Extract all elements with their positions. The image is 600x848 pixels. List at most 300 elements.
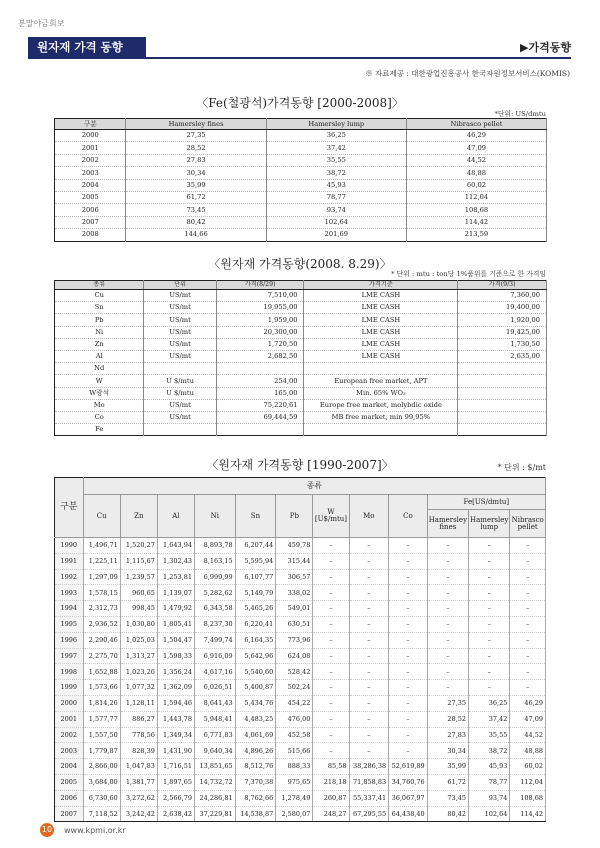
- table1-title: 〈Fe(철광석)가격동향 [2000-2008]〉: [196, 96, 404, 110]
- table-cell: –: [349, 695, 389, 711]
- table-cell: 13,851,65: [194, 759, 235, 775]
- table-cell: –: [389, 680, 428, 696]
- table-cell: 2,580,07: [276, 806, 313, 822]
- table-cell: –: [389, 648, 428, 664]
- table-cell: 1,225,11: [83, 553, 120, 569]
- table-cell: 201,69: [266, 229, 406, 241]
- table-cell: 102,64: [266, 216, 406, 228]
- table2-title: 〈원자재 가격동향(2008. 8.29)〉: [208, 257, 392, 271]
- table-cell: 4,617,16: [194, 664, 235, 680]
- table-cell: 1990: [55, 538, 84, 554]
- table-row: [55, 806, 546, 822]
- table-cell: 248,27: [313, 806, 349, 822]
- table-row: [55, 363, 547, 375]
- table-cell: –: [427, 664, 468, 680]
- table-cell: 2,635,00: [458, 350, 547, 362]
- table-cell: –: [313, 553, 349, 569]
- table-cell: 5,149,79: [235, 585, 276, 601]
- table-cell: 2005: [55, 191, 126, 203]
- table-cell: 1,139,07: [157, 585, 194, 601]
- table-cell: 60,02: [406, 179, 546, 191]
- table-row: [55, 191, 547, 203]
- table-cell: –: [469, 632, 510, 648]
- table-row: [55, 387, 547, 399]
- table-cell: 452,58: [276, 727, 313, 743]
- table-cell: 114,42: [510, 806, 546, 822]
- table-cell: 960,65: [120, 585, 157, 601]
- table-cell: 19,400,00: [458, 302, 547, 314]
- table-cell: 61,72: [427, 774, 468, 790]
- table3-unit: * 단위 : $/mt: [497, 463, 546, 472]
- table-cell: 773,96: [276, 632, 313, 648]
- table-cell: 6,343,58: [194, 601, 235, 617]
- table3: [54, 477, 546, 822]
- table-cell: 1,356,24: [157, 664, 194, 680]
- table-cell: 306,57: [276, 569, 313, 585]
- table-cell: 5,434,76: [235, 695, 276, 711]
- table-cell: 1,814,26: [83, 695, 120, 711]
- table-cell: 5,540,60: [235, 664, 276, 680]
- table-cell: W: [55, 375, 144, 387]
- table2-header-cell: 가격(9/3): [458, 281, 547, 290]
- table-cell: 5,642,96: [235, 648, 276, 664]
- table-cell: 14,538,87: [235, 806, 276, 822]
- table-cell: 1,239,57: [120, 569, 157, 585]
- table-cell: –: [313, 632, 349, 648]
- table-cell: 78,77: [469, 774, 510, 790]
- table3-col-header: Zn: [120, 495, 157, 538]
- table-cell: 1,573,66: [83, 680, 120, 696]
- table-cell: 975,65: [276, 774, 313, 790]
- table-cell: –: [389, 727, 428, 743]
- table-cell: –: [389, 569, 428, 585]
- table-cell: 998,45: [120, 601, 157, 617]
- table3-fe-header: Hamersley lump: [469, 510, 510, 538]
- table-cell: –: [313, 711, 349, 727]
- table-cell: 24,286,81: [194, 790, 235, 806]
- table-cell: 630,51: [276, 616, 313, 632]
- table-row: [55, 130, 547, 142]
- table-cell: 20,300,00: [216, 326, 304, 338]
- table-cell: –: [313, 569, 349, 585]
- table-cell: Sn: [55, 302, 144, 314]
- table-cell: LME CASH: [304, 326, 458, 338]
- table-cell: 886,27: [120, 711, 157, 727]
- table-cell: –: [510, 648, 546, 664]
- table-cell: –: [469, 538, 510, 554]
- table-cell: 1,313,27: [120, 648, 157, 664]
- table-cell: –: [427, 569, 468, 585]
- table-cell: 2,275,70: [83, 648, 120, 664]
- table-cell: 1,496,71: [83, 538, 120, 554]
- table-cell: 1,023,26: [120, 664, 157, 680]
- table-cell: –: [349, 743, 389, 759]
- table3-col-header: Cu: [83, 495, 120, 538]
- table-cell: 144,66: [126, 229, 266, 241]
- table-row: [55, 727, 546, 743]
- table-cell: –: [510, 553, 546, 569]
- table3-header-gubun: 구분: [55, 478, 84, 538]
- table-cell: 46,29: [406, 130, 546, 142]
- table-cell: Europe free market, molybdic oxide: [304, 399, 458, 411]
- table-row: [55, 553, 546, 569]
- table-cell: 27,35: [427, 695, 468, 711]
- table-cell: 2002: [55, 154, 126, 166]
- table-cell: –: [349, 601, 389, 617]
- table-cell: –: [510, 632, 546, 648]
- table-cell: –: [313, 695, 349, 711]
- table-cell: 36,067,97: [389, 790, 428, 806]
- table-cell: 2004: [55, 179, 126, 191]
- table2-header-cell: 가격기준: [304, 281, 458, 290]
- table-cell: 528,42: [276, 664, 313, 680]
- table-cell: 1,030,80: [120, 616, 157, 632]
- table-cell: –: [469, 553, 510, 569]
- table-cell: 218,18: [313, 774, 349, 790]
- table-cell: 93,74: [266, 204, 406, 216]
- table-cell: –: [313, 538, 349, 554]
- table3-title: 〈원자재 가격동향 [1990-2007]〉: [206, 458, 394, 472]
- table-cell: 80,42: [126, 216, 266, 228]
- table-cell: –: [349, 553, 389, 569]
- table-cell: [458, 399, 547, 411]
- table-cell: 6,916,09: [194, 648, 235, 664]
- table-cell: 6,220,41: [235, 616, 276, 632]
- table-cell: –: [389, 695, 428, 711]
- table-row: [55, 711, 546, 727]
- table-cell: 30,34: [427, 743, 468, 759]
- table-cell: US/mt: [144, 326, 216, 338]
- table-cell: –: [349, 648, 389, 664]
- table-cell: 2004: [55, 759, 84, 775]
- table-cell: 6,107,77: [235, 569, 276, 585]
- table-row: [55, 314, 547, 326]
- table-cell: –: [313, 616, 349, 632]
- table-row: [55, 616, 546, 632]
- table-cell: –: [349, 680, 389, 696]
- table1-unit: *단위: US/dmtu: [494, 110, 546, 118]
- table-cell: Al: [55, 350, 144, 362]
- table-row: [55, 290, 547, 302]
- table-cell: 36,25: [469, 695, 510, 711]
- table-cell: 8,641,43: [194, 695, 235, 711]
- table-cell: –: [427, 538, 468, 554]
- table-cell: –: [349, 538, 389, 554]
- table-cell: 1,598,33: [157, 648, 194, 664]
- table-cell: 38,286,38: [349, 759, 389, 775]
- table1: [54, 118, 547, 242]
- table-cell: 1,805,41: [157, 616, 194, 632]
- table-cell: MB free market, min 99,95%: [304, 411, 458, 423]
- table-cell: 5,465,26: [235, 601, 276, 617]
- table-cell: Zn: [55, 338, 144, 350]
- table-cell: [458, 387, 547, 399]
- table-cell: 1,297,09: [83, 569, 120, 585]
- table-cell: 8,237,30: [194, 616, 235, 632]
- table-cell: Nd: [55, 363, 144, 375]
- table-row: [55, 680, 546, 696]
- table-cell: 6,207,44: [235, 538, 276, 554]
- table-cell: –: [349, 664, 389, 680]
- table-cell: 1996: [55, 632, 84, 648]
- table-cell: –: [389, 585, 428, 601]
- table1-header-cell: Hamersley lump: [266, 119, 406, 130]
- table-cell: 8,762,66: [235, 790, 276, 806]
- table-cell: –: [510, 664, 546, 680]
- table-cell: 108,68: [406, 204, 546, 216]
- table-cell: –: [510, 601, 546, 617]
- table-cell: 35,99: [126, 179, 266, 191]
- table-cell: 3,272,62: [120, 790, 157, 806]
- section-tag: ▶가격동향: [520, 41, 571, 54]
- table-cell: 1998: [55, 664, 84, 680]
- table-cell: 515,66: [276, 743, 313, 759]
- table-cell: [458, 411, 547, 423]
- table-cell: 3,684,00: [83, 774, 120, 790]
- table2-header-cell: 가격(8/29): [216, 281, 304, 290]
- table-cell: 1,253,81: [157, 569, 194, 585]
- table-cell: [304, 424, 458, 436]
- table-cell: 28,52: [427, 711, 468, 727]
- table-cell: 502,24: [276, 680, 313, 696]
- table-cell: 1992: [55, 569, 84, 585]
- table-cell: 1999: [55, 680, 84, 696]
- table-cell: [458, 424, 547, 436]
- table-cell: –: [349, 711, 389, 727]
- source-note: ※ 자료제공 : 대한광업진흥공사 한국자원정보서비스(KOMIS): [365, 69, 570, 78]
- table-cell: –: [313, 648, 349, 664]
- page-number: 10: [40, 823, 54, 837]
- table-cell: 1994: [55, 601, 84, 617]
- table-cell: 1,025,03: [120, 632, 157, 648]
- table-cell: –: [313, 664, 349, 680]
- table1-header-cell: 구분: [55, 119, 126, 130]
- table-cell: –: [349, 569, 389, 585]
- table-cell: LME CASH: [304, 338, 458, 350]
- table-cell: 67,295,55: [349, 806, 389, 822]
- table-cell: 2003: [55, 743, 84, 759]
- table-cell: –: [389, 664, 428, 680]
- table-row: [55, 790, 546, 806]
- table-cell: 6,730,60: [83, 790, 120, 806]
- table-cell: US/mt: [144, 411, 216, 423]
- table-cell: –: [427, 601, 468, 617]
- table-row: [55, 302, 547, 314]
- table-row: [55, 326, 547, 338]
- table-cell: 476,00: [276, 711, 313, 727]
- table-cell: 2000: [55, 130, 126, 142]
- table-cell: 73,45: [126, 204, 266, 216]
- table-cell: 27,83: [427, 727, 468, 743]
- table-cell: 828,39: [120, 743, 157, 759]
- table-row: [55, 569, 546, 585]
- table-cell: 108,68: [510, 790, 546, 806]
- table-row: [55, 179, 547, 191]
- table-cell: 1,594,46: [157, 695, 194, 711]
- table-cell: Ni: [55, 326, 144, 338]
- table-cell: 36,25: [266, 130, 406, 142]
- table-row: [55, 664, 546, 680]
- table2-header-cell: 종류: [55, 281, 144, 290]
- table-cell: –: [469, 569, 510, 585]
- table-cell: –: [313, 601, 349, 617]
- table-cell: –: [389, 538, 428, 554]
- table-cell: –: [427, 648, 468, 664]
- table-cell: –: [510, 585, 546, 601]
- table-cell: –: [469, 601, 510, 617]
- table-cell: –: [510, 538, 546, 554]
- table-cell: –: [427, 553, 468, 569]
- table-row: [55, 154, 547, 166]
- table-cell: 73,45: [427, 790, 468, 806]
- table3-col-header: Mo: [349, 495, 389, 538]
- table3-header-jongryu: 종류: [83, 478, 545, 495]
- table-cell: 93,74: [469, 790, 510, 806]
- table-cell: W광석: [55, 387, 144, 399]
- table-row: [55, 601, 546, 617]
- table-cell: 19,425,00: [458, 326, 547, 338]
- table-cell: U $/mtu: [144, 375, 216, 387]
- table-row: [55, 632, 546, 648]
- table-cell: 1,920,00: [458, 314, 547, 326]
- table-cell: 254,00: [216, 375, 304, 387]
- table-cell: 1,077,32: [120, 680, 157, 696]
- table-cell: –: [349, 585, 389, 601]
- table-cell: 2000: [55, 695, 84, 711]
- table-cell: 52,619,89: [389, 759, 428, 775]
- table-row: [55, 399, 547, 411]
- table-cell: LME CASH: [304, 290, 458, 302]
- table-cell: 1,047,83: [120, 759, 157, 775]
- table-cell: Min. 65% WO₃: [304, 387, 458, 399]
- table-cell: –: [389, 632, 428, 648]
- table-cell: [458, 375, 547, 387]
- table-cell: 1,381,77: [120, 774, 157, 790]
- table-cell: 2006: [55, 204, 126, 216]
- table-cell: 549,01: [276, 601, 313, 617]
- table-cell: 2007: [55, 806, 84, 822]
- table-cell: 2,936,52: [83, 616, 120, 632]
- table-cell: 2003: [55, 167, 126, 179]
- table-cell: 778,56: [120, 727, 157, 743]
- table-cell: 1,897,65: [157, 774, 194, 790]
- table-cell: –: [389, 711, 428, 727]
- table-cell: 165,00: [216, 387, 304, 399]
- table-cell: –: [510, 569, 546, 585]
- table-cell: 5,282,62: [194, 585, 235, 601]
- table-cell: 5,948,41: [194, 711, 235, 727]
- table-cell: 1,557,50: [83, 727, 120, 743]
- table-cell: –: [389, 616, 428, 632]
- table-cell: –: [469, 664, 510, 680]
- table-cell: 338,02: [276, 585, 313, 601]
- table-cell: 624,08: [276, 648, 313, 664]
- table-cell: US/mt: [144, 350, 216, 362]
- table-cell: –: [313, 743, 349, 759]
- table-row: [55, 229, 547, 241]
- table-cell: 4,061,69: [235, 727, 276, 743]
- table-cell: 2,638,42: [157, 806, 194, 822]
- table-cell: 112,04: [510, 774, 546, 790]
- table-cell: 7,118,52: [83, 806, 120, 822]
- table-cell: [144, 424, 216, 436]
- table-cell: 45,93: [469, 759, 510, 775]
- table-cell: US/mt: [144, 302, 216, 314]
- table-cell: 78,77: [266, 191, 406, 203]
- table-cell: European free market, APT: [304, 375, 458, 387]
- table-cell: 1,959,00: [216, 314, 304, 326]
- table-cell: 38,72: [266, 167, 406, 179]
- table-cell: Fe: [55, 424, 144, 436]
- table-cell: 1,278,49: [276, 790, 313, 806]
- table-row: [55, 759, 546, 775]
- table-cell: –: [389, 743, 428, 759]
- header-title: 분말야금회보: [18, 19, 65, 28]
- table-cell: U $/mtu: [144, 387, 216, 399]
- table-cell: 2,866,00: [83, 759, 120, 775]
- table-cell: Cu: [55, 290, 144, 302]
- table-cell: [458, 363, 547, 375]
- table-cell: 46,29: [510, 695, 546, 711]
- table-cell: 1,716,51: [157, 759, 194, 775]
- table-cell: 37,42: [469, 711, 510, 727]
- table-cell: 1,504,47: [157, 632, 194, 648]
- section-bar: [28, 37, 571, 59]
- table-cell: 2,682,50: [216, 350, 304, 362]
- table-cell: 112,04: [406, 191, 546, 203]
- table3-col-header: Al: [157, 495, 194, 538]
- table-cell: 9,640,34: [194, 743, 235, 759]
- table-cell: –: [349, 616, 389, 632]
- table-cell: LME CASH: [304, 302, 458, 314]
- table3-fe-header: Hamersley fines: [427, 510, 468, 538]
- table-cell: 35,99: [427, 759, 468, 775]
- table-cell: [144, 363, 216, 375]
- table-cell: 1,479,92: [157, 601, 194, 617]
- table-cell: LME CASH: [304, 350, 458, 362]
- table-cell: 114,42: [406, 216, 546, 228]
- table-row: [55, 743, 546, 759]
- table-cell: 47,09: [406, 142, 546, 154]
- table-cell: [216, 424, 304, 436]
- table-cell: 48,88: [510, 743, 546, 759]
- table2-header-cell: 단위: [144, 281, 216, 290]
- table-cell: 4,896,26: [235, 743, 276, 759]
- table-cell: 5,400,87: [235, 680, 276, 696]
- table-cell: –: [427, 616, 468, 632]
- table-cell: [216, 363, 304, 375]
- table-cell: –: [510, 616, 546, 632]
- table-cell: 1,115,67: [120, 553, 157, 569]
- table-cell: 1995: [55, 616, 84, 632]
- table-cell: 60,02: [510, 759, 546, 775]
- table-row: [55, 538, 546, 554]
- table-cell: 1997: [55, 648, 84, 664]
- table-cell: 35,55: [266, 154, 406, 166]
- table-cell: 2002: [55, 727, 84, 743]
- table-cell: 1,128,11: [120, 695, 157, 711]
- table-cell: 1993: [55, 585, 84, 601]
- table-cell: 44,52: [406, 154, 546, 166]
- table-row: [55, 774, 546, 790]
- table-cell: 2,312,73: [83, 601, 120, 617]
- table-cell: 27,35: [126, 130, 266, 142]
- table-cell: 45,93: [266, 179, 406, 191]
- table-cell: –: [389, 553, 428, 569]
- table-cell: 85,58: [313, 759, 349, 775]
- table-cell: 75,220,61: [216, 399, 304, 411]
- table-cell: 7,510,00: [216, 290, 304, 302]
